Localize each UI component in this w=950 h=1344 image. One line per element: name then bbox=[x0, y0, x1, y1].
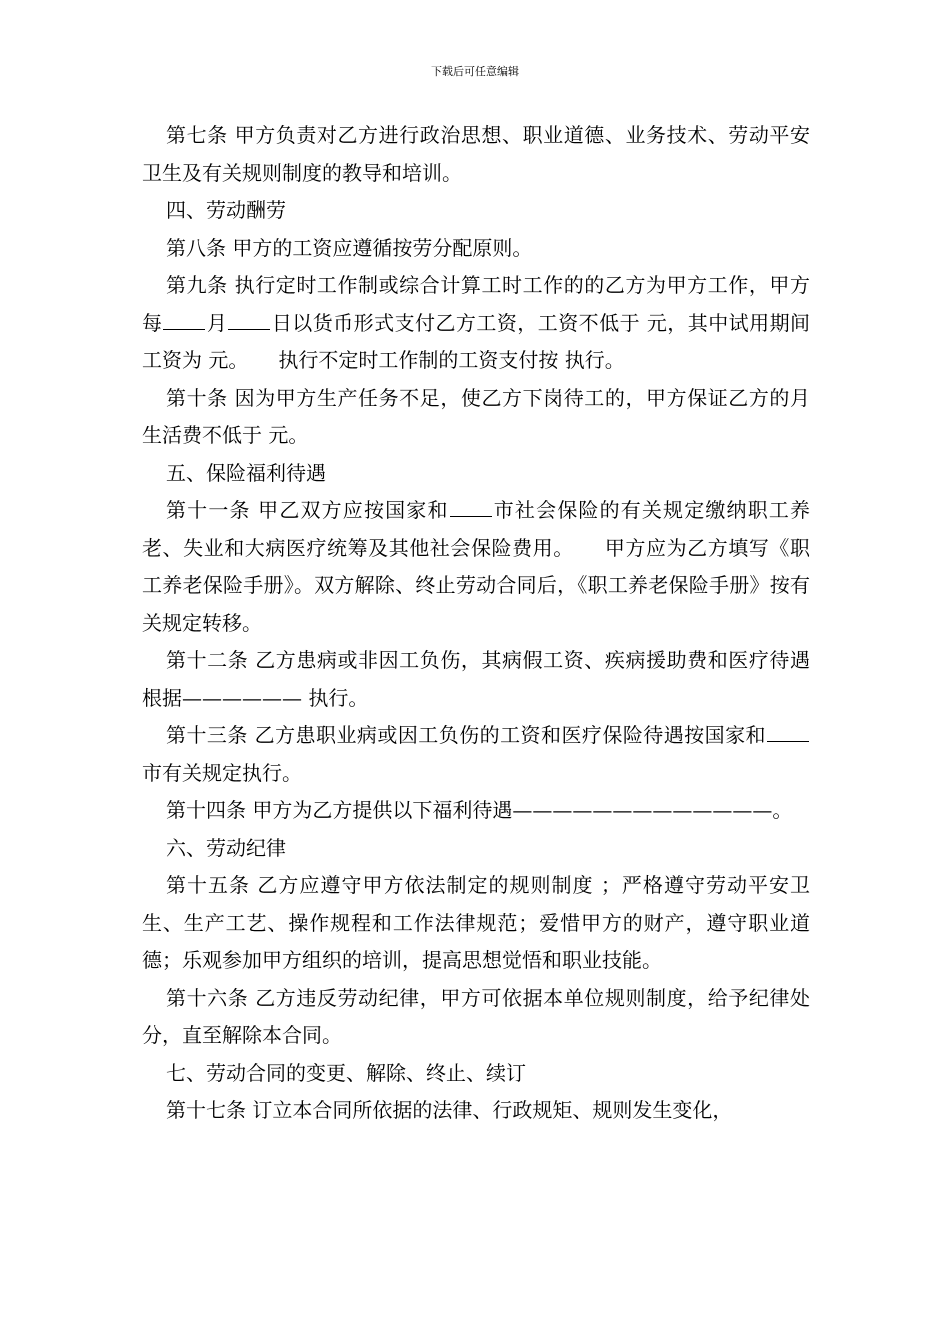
section-heading-6: 六、劳动纪律 bbox=[166, 835, 286, 860]
article-13-part-a: 第十三条 乙方患职业病或因工负伤的工资和医疗保险待遇按国家和 bbox=[166, 723, 766, 747]
blank-field bbox=[163, 311, 205, 330]
page-header: 下载后可任意编辑 bbox=[431, 65, 519, 78]
article-10: 第十条 因为甲方生产任务不足，使乙方下岗待工的，甲方保证乙方的月生活费不低于 元。 bbox=[142, 385, 810, 447]
article-12: 第十二条 乙方患病或非因工负伤，其病假工资、疾病援助费和医疗待遇根据—————— 执行。 bbox=[142, 648, 810, 710]
article-11-part-b: 市社会保险的有关规定缴纳职工养老、失业和大病医疗统筹及其他社会保险费用。 甲方应为乙方填写《职工养老保险手册》。双方解除、终止劳动合同后，《职工养老保险手册》按有关规定转移。 bbox=[142, 498, 811, 635]
article-11-part-a: 第十一条 甲乙双方应按国家和 bbox=[166, 498, 449, 522]
blank-field bbox=[228, 311, 270, 330]
article-13 bbox=[142, 717, 810, 792]
article-8: 第八条 甲方的工资应遵循按劳分配原则。 bbox=[166, 235, 533, 260]
article-7: 第七条 甲方负责对乙方进行政治思想、职业道德、业务技术、劳动平安卫生及有关规则制度的教导和培训。 bbox=[142, 123, 810, 185]
article-16: 第十六条 乙方违反劳动纪律，甲方可依据本单位规则制度，给予纪律处分，直至解除本合同。 bbox=[142, 985, 810, 1047]
section-heading-4: 四、劳动酬劳 bbox=[166, 198, 286, 222]
article-9-part-c: 日以货币形式支付乙方工资，工资不低于 元，其中试用期间工资为 元。 执行不定时工作制的工资支付按 执行。 bbox=[142, 310, 811, 372]
article-9-part-b: 月 bbox=[206, 310, 228, 335]
article-17: 第十七条 订立本合同所依据的法律、行政规矩、规则发生变化， bbox=[166, 1098, 733, 1122]
blank-field bbox=[450, 498, 492, 517]
article-11 bbox=[142, 492, 810, 642]
article-14: 第十四条 甲方为乙方提供以下福利待遇—————————————。 bbox=[166, 798, 793, 822]
article-15: 第十五条 乙方应遵守甲方依法制定的规则制度 ；严格遵守劳动平安卫生、生产工艺、操作规程和工作法律规范；爱惜甲方的财产，遵守职业道德；乐观参加甲方组织的培训，提高思想觉悟和职业技能。 bbox=[142, 873, 810, 972]
article-9-part-a: 第九条 执行定时工作制或综合计算工时工作的的乙方为甲方工作，甲方每 bbox=[142, 273, 810, 335]
article-9 bbox=[142, 267, 810, 380]
blank-field bbox=[767, 723, 809, 742]
article-13-part-b: 市有关规定执行。 bbox=[142, 760, 302, 785]
section-heading-5: 五、保险福利待遇 bbox=[166, 460, 326, 485]
section-heading-7: 七、劳动合同的变更、解除、终止、续订 bbox=[166, 1060, 526, 1085]
document-body bbox=[142, 117, 810, 1130]
